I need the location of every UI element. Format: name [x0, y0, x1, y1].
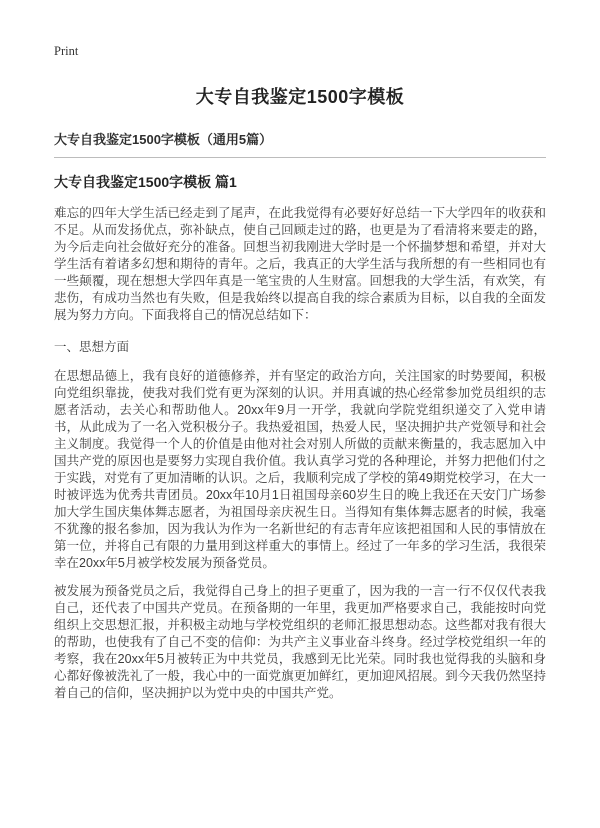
subtitle-divider [54, 157, 546, 158]
paragraph-intro: 难忘的四年大学生活已经走到了尾声，在此我觉得有必要好好总结一下大学四年的收获和不足。从而发扬优点，弥补缺点，使自己回顾走过的路，也更是为了看清将来要走的路，为今后走向社会做好充分的准备。回想当初我刚进大学时是一个怀揣梦想和希望，并对大学生活有着诸多幻想和期待的青年。之后，我真正的大学生活与我所想的有一些相同也有一些颠覆，现在想想大学四年真是一笔宝贵的人生财富。回想我的大学生活，有欢笑，有悲伤，有成功当然也有失败，但是我始终以提高自我的综合素质为目标，以自我的全面发展为努力方向。下面我将自己的情况总结如下： [54, 206, 546, 322]
subsection-heading-thought: 一、思想方面 [54, 340, 130, 354]
section-heading-part1: 大专自我鉴定1500字模板 篇1 [54, 174, 237, 190]
paragraph-thought-1: 在思想品德上，我有良好的道德修养，并有坚定的政治方向，关注国家的时势要闻，积极向党组织靠拢，使我对我们党有更为深刻的认识。并用真诚的热心经常参加党员组织的志愿者活动，去关心和帮助他人。20xx年9月一开学，我就向学院党组织递交了入党申请书，从此成为了一名入党积极分子。我热爱祖国，热爱人民，坚决拥护共产党领导和社会主义制度。我觉得一个人的价值是由他对社会对别人所做的贡献来衡量的，我志愿加入中国共产党的原因也是要努力实现自我价值。我认真学习党的各种理论，并努力把他们付之于实践，对党有了更加清晰的认识。之后，我顺利完成了学校的第49期党校学习，在大一时被评选为优秀共青团员。20xx年10月1日祖国母亲60岁生日的晚上我还在天安门广场参加大学生国庆集体舞志愿者，为祖国母亲庆祝生日。当得知有集体舞志愿者的时候，我毫不犹豫的报名参加，因为我认为作为一名新世纪的有志青年应该把祖国和人民的事情放在第一位，并将自己有限的力量用到这样重大的事情上。经过了一年多的学习生活，我很荣幸在20xx年5月被学校发展为预备党员。 [54, 369, 546, 570]
page-title: 大专自我鉴定1500字模板 [195, 87, 405, 107]
document-subtitle: 大专自我鉴定1500字模板（通用5篇） [54, 132, 273, 147]
print-button[interactable]: Print [54, 44, 79, 58]
paragraph-thought-2: 被发展为预备党员之后，我觉得自己身上的担子更重了，因为我的一言一行不仅仅代表我自己，还代表了中国共产党员。在预备期的一年里，我更加严格要求自己，我能按时向党组织上交思想汇报，并积极主动地与学校党组织的老师汇报思想动态。这些都对我有很大的帮助，也使我有了自己不变的信仰：为共产主义事业奋斗终身。经过学校党组织一年的考察，我在20xx年5月被转正为中共党员，我感到无比光荣。同时我也觉得我的头脑和身心都好像被洗礼了一般，我心中的一面党旗更加鲜红，更加迎风招展。到今天我仍然坚持着自己的信仰，坚决拥护以为党中央的中国共产党。 [54, 584, 546, 700]
